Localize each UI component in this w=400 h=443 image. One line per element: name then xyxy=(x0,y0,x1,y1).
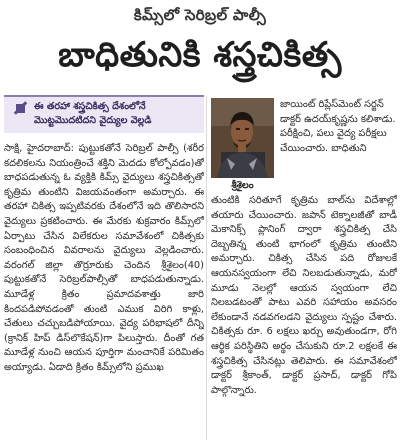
patient-photo-illustration xyxy=(211,98,274,178)
photo-caption: శ్రీశైలం xyxy=(231,180,254,191)
deck-text: ఈ తరహా శస్త్రచికిత్స దేశంలోనే మొట్టమొదటిదని వైద్యుల వెల్లడి xyxy=(34,101,152,126)
article-body-right-top: జాయింట్ రిప్లేస్‌మెంట్ సర్జన్ డాక్టర్ ఉదయ్‌కృష్ణను కలిశాడు. పరీక్షించి, పలు వైద్య పరీక్షలు చేయించారు. బాధితుని xyxy=(280,99,396,154)
article-photo xyxy=(211,98,274,178)
article-headline: బాధితునికి శస్త్రచికిత్స xyxy=(58,35,342,75)
article-body-right-bottom: తుంటికి సరితూగే కృత్రిమ బాల్‌ను విదేశాల్లో తయారు చేయించారు. జపాన్‌ టెక్నాలజీతో బాడీ మెకానిక్స్ ప్లానింగ్ ద్వారా శస్త్రచికిత్స చేసి దెబ్బతిన్న తుంటి భాగంలో కృత్రిమ తుంటిని అమర్చారు. చికిత్స చేసిన పది రోజులకే ఆయనస్వయంగా లేచి నిలబడుతున్నాడు, మరో మూడు నెలల్లో ఆయన స్వయంగా లేచి నిలబడటంతో పాటు ఎవరి సహాయం అవసరం లేకుండానే నడవగలడని వైద్యులు స్పష్టం చేశారు. చికిత్సకు రూ. 6 లక్షలు ఖర్చు అవుతుండగా, రోగి ఆర్థిక పరిస్థితిని అర్థం చేసుకుని రూ.2 లక్షలకే ఈ శస్త్రచికిత్స చేసినట్లు తెలిపారు. ఈ సమావేశంలో డాక్టర్ శ్రీకాంత్, డాక్టర్ ప్రసాద్, డాక్టర్ గోపి పాల్గొన్నారు. xyxy=(211,195,397,396)
article-deck xyxy=(4,95,204,133)
pen-nib-icon xyxy=(16,104,25,113)
article-kicker: కిమ్స్‌లో సెరిబ్రల్ పాల్సీ xyxy=(133,6,267,24)
article-body-left: సాక్షి, హైదరాబాద్: పుట్టుకతోనే సెరిబ్రల్ పాల్సీ (శరీర కదలికలను నియంత్రించే శక్తిని మెదడు కోల్పోవడం)తో బాధపడుతున్న ఓ వ్యక్తికి కిమ్స్ వైద్యులు శస్త్రచికిత్సతో కృత్రిమ తుంటిని విజయవంతంగా అమర్చారు. ఈ తరహా చికిత్స ఇప్పటివరకు దేశంలోనే ఇది తొలిసారని వైద్యులు ప్రకటించారు. ఈ మేరకు శుక్రవారం కిమ్స్‌లో ఏర్పాటు చేసిన విలేకరుల సమావేశంలో చికిత్సకు సంబంధించిన వివరాలను వైద్యులు వెల్లడించారు. వరంగల్ జిల్లా తొర్రూరుకు చెందిన శ్రీశైలం(40) పుట్టుకతోనే సెరిబ్రల్‌పాల్సీతో బాధపడుతున్నాడు. మూడేళ్ల క్రితం ప్రమాదవశాత్తు జారి కిందపడిపోవడంతో తుంటి ఎముక విరిగి కాళ్లు, చేతులు చచ్చుబడిపోయాయి. వైద్య పరిభాషలో దీన్ని (క్రానిక్‌ హిప్ డిస్‌లొకేషన్)గా పిలుస్తారు. దీంతో గత మూడేళ్ల నుంచి ఆయన పూర్తిగా మంచానికే పరిమితం అయ్యాడు. ఏడాది క్రితం కిమ్స్‌లోని ప్రముఖ xyxy=(4,143,204,373)
column-divider xyxy=(206,96,207,440)
